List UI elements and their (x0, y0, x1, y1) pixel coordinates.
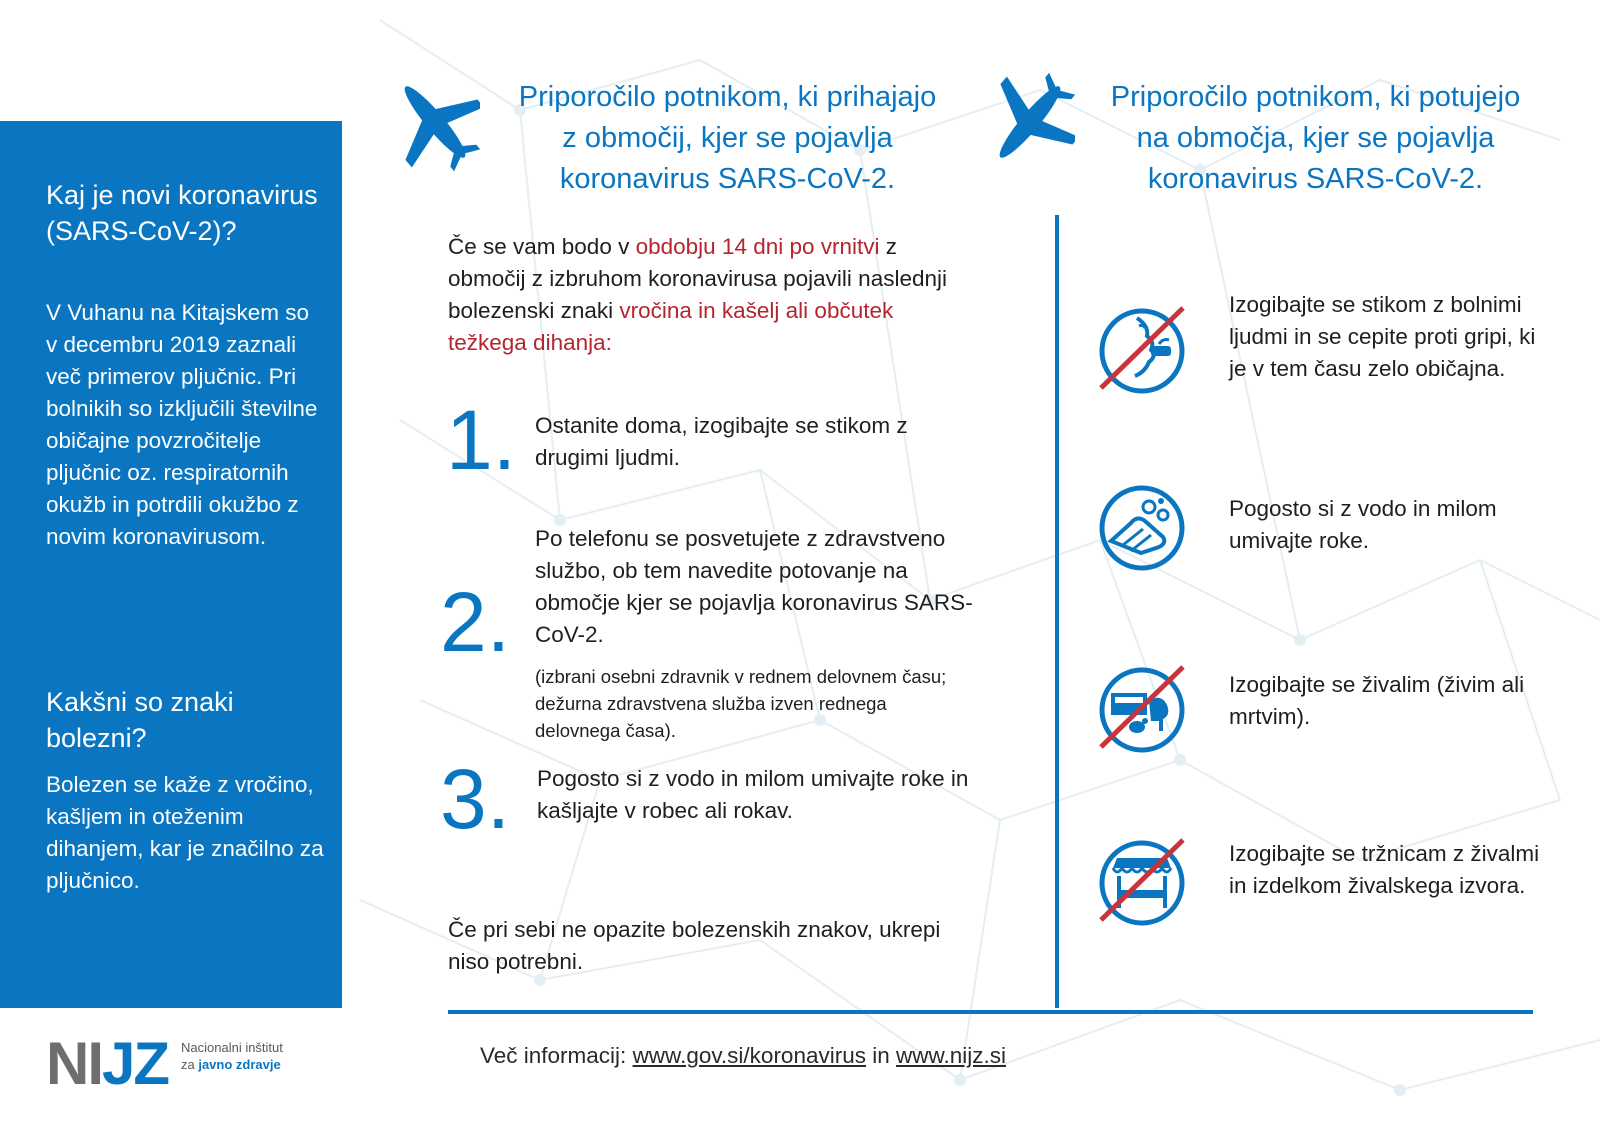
footer-divider (448, 1010, 1533, 1014)
sidebar-question-2: Kakšni so znaki bolezni? (46, 687, 234, 753)
nijz-logo (46, 1030, 169, 1097)
info-sidebar (0, 121, 342, 1008)
step-note-2: (izbrani osebni zdravnik v rednem delovnem času; dežurna zdravstvena služba izven rednega delovnega časa). (535, 666, 947, 741)
intro-highlight-symptoms: vročina in kašelj ali občutek težkega dihanja: (448, 298, 894, 355)
column-divider (1055, 215, 1059, 1008)
step-number-2: 2. (440, 575, 511, 669)
step-text-1: Ostanite doma, izogibajte se stikom z drugimi ljudmi. (535, 413, 908, 470)
logo-mark-part: JZ (102, 1030, 169, 1097)
step-number-3: 3. (440, 752, 511, 846)
nijz-logo-text (181, 1039, 283, 1073)
sidebar-question-1: Kaj je novi koronavirus (SARS-CoV-2)? (46, 180, 318, 246)
closing-paragraph: Če pri sebi ne opazite bolezenskih znakov, ukrepi niso potrebni. (448, 917, 941, 974)
airplane-departing-icon (985, 72, 1075, 172)
no-contact-sick-icon (1097, 306, 1187, 396)
intro-text: Če se vam bodo v (448, 234, 636, 259)
nijz-link[interactable]: www.nijz.si (896, 1043, 1007, 1068)
sidebar-answer-2: Bolezen se kaže z vročino, kašljem in oteženim dihanjem, kar je značilno za pljučnico. (46, 772, 324, 893)
arriving-heading-line: Priporočilo potnikom, ki prihajajo (518, 81, 937, 113)
departing-heading-line: na območja, kjer se pojavlja (1136, 122, 1495, 154)
departing-heading-line: Priporočilo potnikom, ki potujejo (1110, 81, 1521, 113)
advice-text-avoid-sick: Izogibajte se stikom z bolnimi ljudmi in se cepite proti gripi, ki je v tem času zelo običajna. (1229, 292, 1536, 381)
departing-heading-line: koronavirus SARS-CoV-2. (1147, 163, 1484, 195)
departing-heading (1068, 77, 1563, 200)
logo-text-za: za (181, 1057, 199, 1072)
arriving-heading-line: z območij, kjer se pojavlja (562, 122, 893, 154)
intro-paragraph (448, 231, 968, 359)
sidebar-answer-1: V Vuhanu na Kitajskem so v decembru 2019 zaznali več primerov pljučnic. Pri bolnikih so izključili številne običajne povzročitelje pljučnic oz. respiratornih okužb in potrdili okužbo z novim koronavirusom. (46, 300, 318, 549)
no-animals-icon (1097, 665, 1187, 755)
hand-washing-icon (1097, 483, 1187, 573)
logo-text-emphasis: javno zdravje (198, 1057, 281, 1072)
gov-si-link[interactable]: www.gov.si/koronavirus (632, 1043, 866, 1068)
logo-mark-part: NI (46, 1030, 102, 1097)
no-animal-markets-icon (1097, 838, 1187, 928)
airplane-arriving-icon (390, 72, 480, 172)
advice-text-wash-hands: Pogosto si z vodo in milom umivajte roke. (1229, 496, 1497, 553)
step-text-2: Po telefonu se posvetujete z zdravstveno službo, ob tem navedite potovanje na območje kjer se pojavlja koronavirus SARS-CoV-2. (535, 526, 973, 647)
arriving-heading (480, 77, 975, 200)
intro-highlight-period: obdobju 14 dni po vrnitvi (635, 234, 880, 259)
logo-text-line1: Nacionalni inštitut (181, 1040, 283, 1055)
step-text-3: Pogosto si z vodo in milom umivajte roke in kašljajte v robec ali rokav. (537, 766, 969, 823)
more-info-label: Več informacij: (480, 1043, 633, 1068)
advice-text-avoid-animals: Izogibajte se živalim (živim ali mrtvim). (1229, 672, 1525, 729)
more-info-connector: in (865, 1043, 896, 1068)
advice-text-avoid-markets: Izogibajte se tržnicam z živalmi in izdelkom živalskega izvora. (1229, 841, 1540, 898)
arriving-heading-line: koronavirus SARS-CoV-2. (559, 163, 896, 195)
intro-text: z območij z izbruhom koronavirusa pojavili naslednji bolezenski znaki (448, 234, 947, 323)
more-info-line (480, 1040, 1006, 1072)
step-number-1: 1. (446, 393, 517, 487)
logo-text-line2 (181, 1056, 283, 1073)
